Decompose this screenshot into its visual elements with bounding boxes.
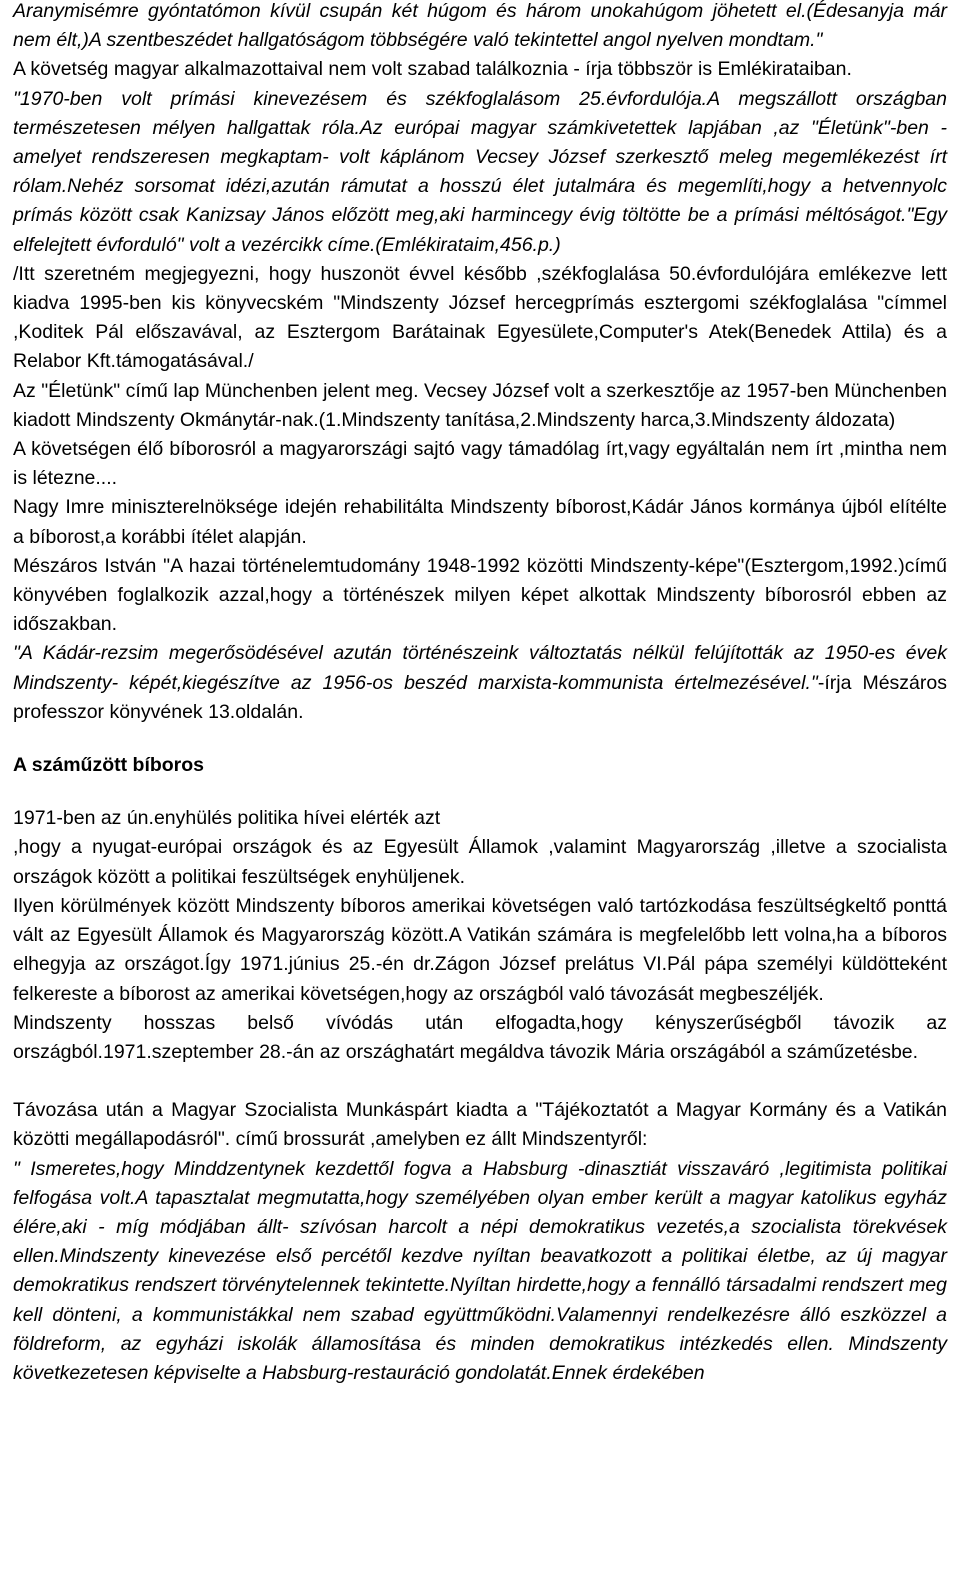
quote-attribution: -írja Mészáros professzor könyvének 13.oldalán. [13, 671, 947, 723]
paragraph-eletunk: Az "Életünk" című lap Münchenben jelent meg. Vecsey József volt a szerkesztője az 1957-ben Münchenben kiadott Mindszenty Okmánytár-nak.(1.Mindszenty tanítása,2.Mindszenty harca,3.Mindszenty áldozata) [13, 379, 947, 431]
paragraph-detente: ,hogy a nyugat-európai országok és az Egyesült Államok ,valamint Magyarország ,illetve a szocialista országok között a politikai feszültségek enyhüljenek. [13, 836, 947, 888]
paragraph-brochure-quote: " Ismeretes,hogy Minddzentynek kezdettől fogva a Habsburg -dinasztiát visszaváró ,legitimista politikai felfogása volt.A tapasztalat megmutatta,hogy személyében olyan ember került a magyar katolikus egyház élére,aki - míg módjában állt- szívósan harcolt a népi demokratikus vezetés,a szocialista törekvések ellen.Mindszenty kinevezése első percétől kezdve nyíltan beavatkozott a politikai életbe, az új magyar demokratikus rendszert törvénytelennek tekintette.Nyíltan hirdette,hogy a fennálló társadalmi rendszert meg kell dönteni, a kommunistákkal nem szabad együttműködni.Valamennyi rendelkezésre álló eszközzel a földreform, az egyházi iskolák államosítása és minden demokratikus intézkedés ellen. Mindszenty következetesen képviselte a Habsburg-restauráció gondolatát.Ennek érdekében [13, 1157, 947, 1384]
paragraph-meszaros-quote [13, 639, 947, 727]
paragraph-vatican-visit: Ilyen körülmények között Mindszenty bíboros amerikai követségen való tartózkodása feszültségkeltő ponttá vált az Egyesült Államok és Magyarország között.A Vatikán számára is megfelelőbb lett volna,ha a bíboros elhegyja az országot.Így 1971.június 25.-én dr.Zágon József prelátus VI.Pál pápa személyi küldötteként felkereste a bíborost az amerikai követségen,hogy az országból való távozását megbeszéljék. [13, 894, 947, 1005]
paragraph-book-note: /Itt szeretném megjegyezni, hogy huszonöt évvel később ,székfoglalása 50.évfordulójára emlékezve lett kiadva 1995-ben kis könyvecském "Mindszenty József hercegprímás esztergomi székfoglalása "címmel ,Koditek Pál előszavával, az Esztergom Barátainak Egyesülete,Computer's Atek(Benedek Attila) és a Relabor Kft.támogatásával./ [13, 262, 947, 373]
paragraph-departure: Mindszenty hosszas belső vívódás után elfogadta,hogy kényszerűségből távozik az országból.1971.szeptember 28.-án az országhatárt megáldva távozik Mária országából a száműzetésbe. [13, 1011, 947, 1063]
section-heading: A száműzött bíboros [13, 754, 205, 777]
paragraph-meszaros-book: Mészáros István "A hazai történelemtudomány 1948-1992 közötti Mindszenty-képe"(Esztergom,1992.)című könyvében foglalkozik azzal,hogy a történészek milyen képet alkottak Mindszenty bíborosról ebben az időszakban. [13, 554, 947, 636]
paragraph-press-silence: A követségen élő bíborosról a magyarországi sajtó vagy támadólag írt,vagy egyáltalán nem írt ,mintha nem is létezne.... [13, 438, 947, 490]
paragraph-anniversary-quote: "1970-ben volt prímási kinevezésem és székfoglalásom 25.évfordulója.A megszállott országban természetesen mélyen hallgattak róla.Az európai magyar számkivetettek lapjában ,az "Életünk"-ben - amelyet rendszeresen megkaptam- volt káplánom Vecsey József szerkesztő meleg megemlékezést írt rólam.Nehéz sorsomat idézi,azután rámutat a hosszú élet jutalmára és megemlíti,hogy a hetvennyolc prímás között csak Kanizsay János előzött meg,aki harmincegy évig töltötte be a prímási méltóságot."Egy elfelejtett évforduló" volt a vezércikk címe.(Emlékirataim,456.p.) [13, 87, 947, 256]
paragraph-rehabilitation: Nagy Imre miniszterelnöksége idején rehabilitálta Mindszenty bíborost,Kádár János kormánya újból elítélte a bíborost,a korábbi ítélet alapján. [13, 496, 947, 548]
quote-italic: "A Kádár-rezsim megerősödésével azután történészeink változtatás nélkül felújították az 1950-es évek Mindszenty- képét,kiegészítve az 1956-os beszéd marxista-kommunista értelmezésével." [13, 642, 947, 694]
paragraph-party-brochure: Távozása után a Magyar Szocialista Munkáspárt kiadta a "Tájékoztatót a Magyar Kormány és a Vatikán közötti megállapodásról". című brossurát ,amelyben ez állt Mindszentyről: [13, 1099, 947, 1151]
paragraph-detente-intro: 1971-ben az ún.enyhülés politika hívei elérték azt [13, 807, 441, 830]
paragraph-embassy-staff: A követség magyar alkalmazottaival nem volt szabad találkoznia - írja többször is Emlékirataiban. [13, 58, 852, 81]
paragraph-memoir-mass: Aranymisémre gyóntatómon kívül csupán két húgom és három unokahúgom jöhetett el.(Édesanyja már nem élt,)A szentbeszédet hallgatóságom többségére való tekintettel angol nyelven mondtam." [13, 0, 947, 52]
